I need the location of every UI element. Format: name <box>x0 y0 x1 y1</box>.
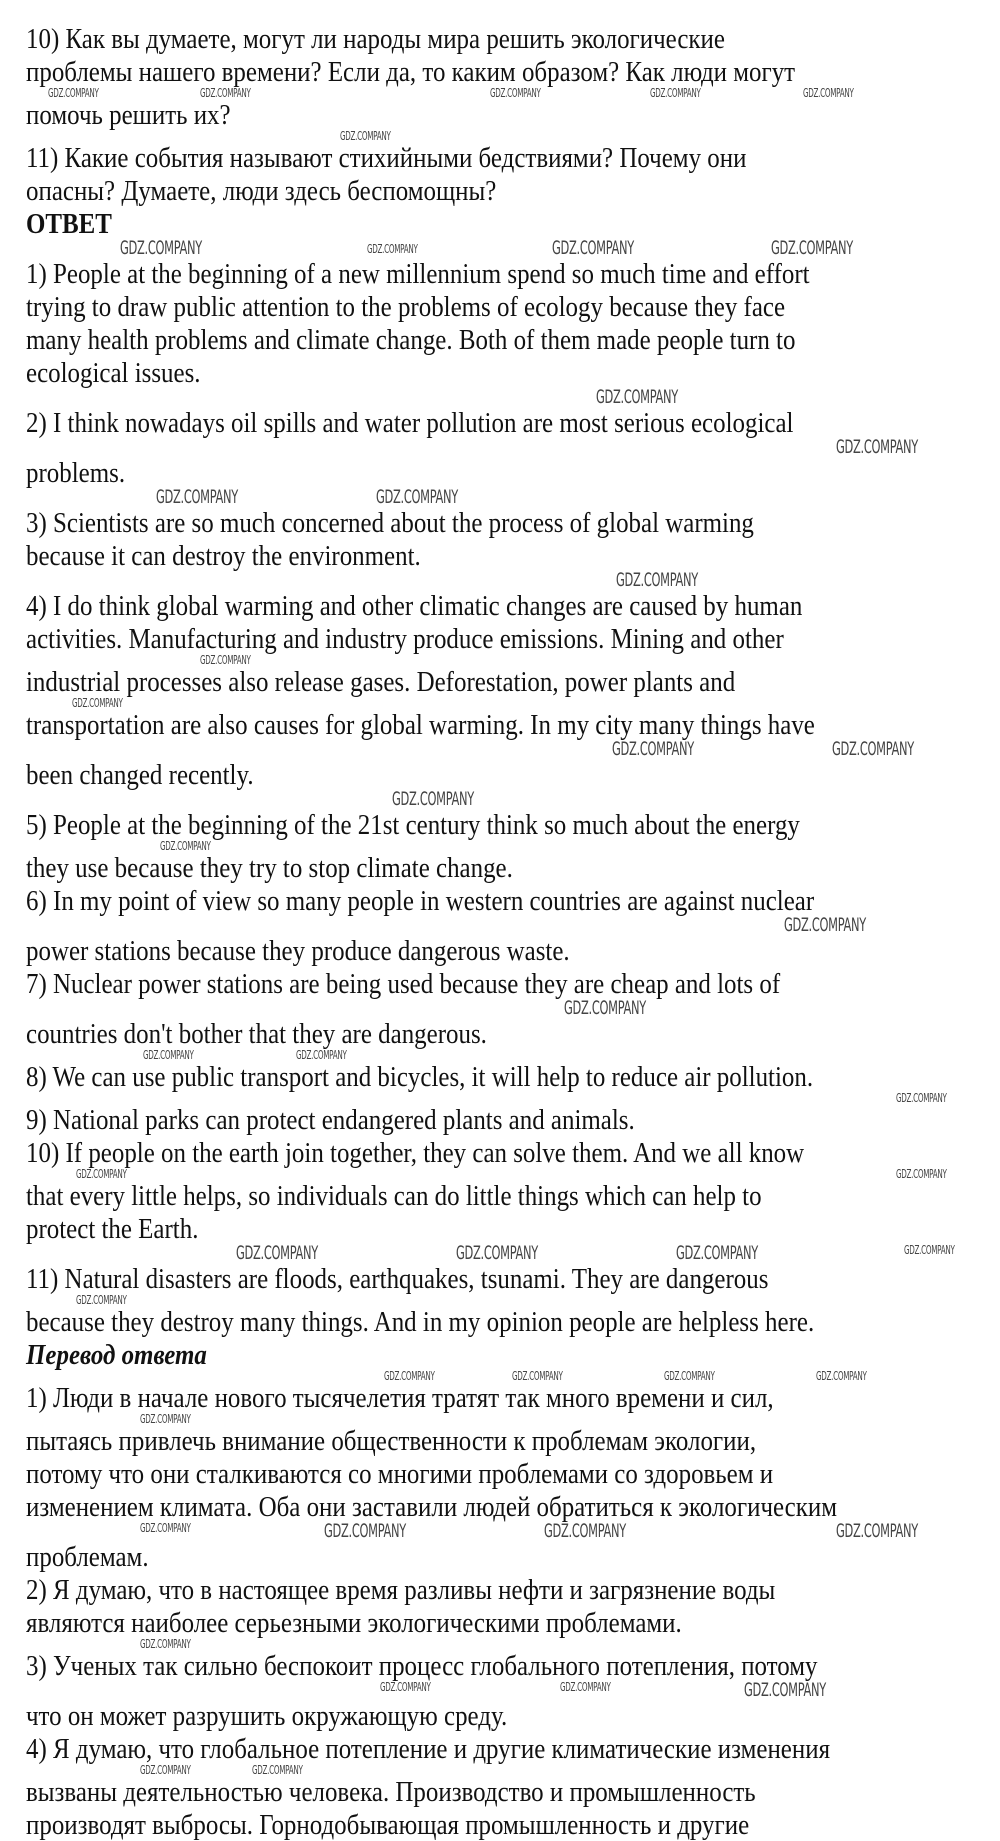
watermark: GDZ.COMPANY <box>140 1521 191 1535</box>
watermark: GDZ.COMPANY <box>616 569 698 591</box>
watermark: GDZ.COMPANY <box>904 1243 955 1257</box>
watermark: GDZ.COMPANY <box>512 1369 563 1383</box>
watermark: GDZ.COMPANY <box>560 1680 611 1694</box>
answer-line: they use because they try to stop climate change. <box>26 852 513 884</box>
watermark: GDZ.COMPANY <box>456 1242 538 1264</box>
watermark: GDZ.COMPANY <box>367 242 418 256</box>
watermark: GDZ.COMPANY <box>48 86 99 100</box>
watermark: GDZ.COMPANY <box>200 653 251 667</box>
answer-line: protect the Earth. <box>26 1213 199 1245</box>
watermark: GDZ.COMPANY <box>784 914 866 936</box>
answer-line: activities. Manufacturing and industry produce emissions. Mining and other <box>26 623 784 655</box>
watermark: GDZ.COMPANY <box>896 1091 947 1105</box>
translation-line: потому что они сталкиваются со многими проблемами со здоровьем и <box>26 1458 774 1490</box>
watermark: GDZ.COMPANY <box>816 1369 867 1383</box>
watermark: GDZ.COMPANY <box>76 1293 127 1307</box>
answer-line: ecological issues. <box>26 357 201 389</box>
answer-line: trying to draw public attention to the problems of ecology because they face <box>26 291 786 323</box>
translation-line: вызваны деятельностью человека. Производство и промышленность <box>26 1776 756 1808</box>
answer-line: 1) People at the beginning of a new millennium spend so much time and effort <box>26 258 810 290</box>
answer-line: that every little helps, so individuals can do little things which can help to <box>26 1180 762 1212</box>
watermark: GDZ.COMPANY <box>803 86 854 100</box>
translation-line: изменением климата. Оба они заставили людей обратиться к экологическим <box>26 1491 837 1523</box>
answer-line: countries don't bother that they are dangerous. <box>26 1018 487 1050</box>
watermark: GDZ.COMPANY <box>832 738 914 760</box>
answer-line: 11) Natural disasters are floods, earthquakes, tsunami. They are dangerous <box>26 1263 769 1295</box>
watermark: GDZ.COMPANY <box>744 1679 826 1701</box>
answer-line: 3) Scientists are so much concerned about the process of global warming <box>26 507 754 539</box>
answer-line: 9) National parks can protect endangered plants and animals. <box>26 1104 635 1136</box>
watermark: GDZ.COMPANY <box>896 1167 947 1181</box>
answer-line: 6) In my point of view so many people in western countries are against nuclear <box>26 885 815 917</box>
watermark: GDZ.COMPANY <box>650 86 701 100</box>
translation-line: пытаясь привлечь внимание общественности к проблемам экологии, <box>26 1425 757 1457</box>
watermark: GDZ.COMPANY <box>236 1242 318 1264</box>
question-line: 10) Как вы думаете, могут ли народы мира решить экологические <box>26 23 725 55</box>
watermark: GDZ.COMPANY <box>771 237 853 259</box>
answer-line: 5) People at the beginning of the 21st century think so much about the energy <box>26 809 800 841</box>
watermark: GDZ.COMPANY <box>836 436 918 458</box>
watermark: GDZ.COMPANY <box>252 1763 303 1777</box>
translation-line: 3) Ученых так сильно беспокоит процесс глобального потепления, потому <box>26 1650 818 1682</box>
answer-line: 8) We can use public transport and bicycles, it will help to reduce air pollution. <box>26 1061 814 1093</box>
watermark: GDZ.COMPANY <box>140 1412 191 1426</box>
watermark: GDZ.COMPANY <box>140 1637 191 1651</box>
watermark: GDZ.COMPANY <box>596 386 678 408</box>
answer-line: 7) Nuclear power stations are being used because they are cheap and lots of <box>26 968 781 1000</box>
watermark: GDZ.COMPANY <box>376 486 458 508</box>
translation-line: 4) Я думаю, что глобальное потепление и другие климатические изменения <box>26 1733 831 1765</box>
watermark: GDZ.COMPANY <box>490 86 541 100</box>
watermark: GDZ.COMPANY <box>552 237 634 259</box>
watermark: GDZ.COMPANY <box>72 696 123 710</box>
answer-heading: ОТВЕТ <box>26 208 112 240</box>
watermark: GDZ.COMPANY <box>664 1369 715 1383</box>
answer-line: because it can destroy the environment. <box>26 540 421 572</box>
answer-line: 10) If people on the earth join together, they can solve them. And we all know <box>26 1137 805 1169</box>
watermark: GDZ.COMPANY <box>156 486 238 508</box>
question-line: проблемы нашего времени? Если да, то каким образом? Как люди могут <box>26 56 796 88</box>
watermark: GDZ.COMPANY <box>380 1680 431 1694</box>
translation-line: проблемам. <box>26 1541 149 1573</box>
answer-line: problems. <box>26 457 126 489</box>
answer-line: 2) I think nowadays oil spills and water pollution are most serious ecological <box>26 407 794 439</box>
question-line: опасны? Думаете, люди здесь беспомощны? <box>26 175 497 207</box>
answer-line: power stations because they produce dangerous waste. <box>26 935 570 967</box>
watermark: GDZ.COMPANY <box>612 738 694 760</box>
answer-line: been changed recently. <box>26 759 254 791</box>
watermark: GDZ.COMPANY <box>324 1520 406 1542</box>
watermark: GDZ.COMPANY <box>676 1242 758 1264</box>
watermark: GDZ.COMPANY <box>544 1520 626 1542</box>
watermark: GDZ.COMPANY <box>143 1048 194 1062</box>
watermark: GDZ.COMPANY <box>296 1048 347 1062</box>
translation-heading: Перевод ответа <box>26 1339 207 1371</box>
answer-line: because they destroy many things. And in my opinion people are helpless here. <box>26 1306 815 1338</box>
watermark: GDZ.COMPANY <box>340 129 391 143</box>
translation-line: являются наиболее серьезными экологическими проблемами. <box>26 1607 682 1639</box>
watermark: GDZ.COMPANY <box>564 997 646 1019</box>
answer-line: many health problems and climate change. Both of them made people turn to <box>26 324 796 356</box>
watermark: GDZ.COMPANY <box>160 839 211 853</box>
answer-line: transportation are also causes for global warming. In my city many things have <box>26 709 815 741</box>
watermark: GDZ.COMPANY <box>384 1369 435 1383</box>
watermark: GDZ.COMPANY <box>836 1520 918 1542</box>
watermark: GDZ.COMPANY <box>392 788 474 810</box>
question-line: 11) Какие события называют стихийными бедствиями? Почему они <box>26 142 747 174</box>
translation-line: 2) Я думаю, что в настоящее время разливы нефти и загрязнение воды <box>26 1574 776 1606</box>
answer-line: industrial processes also release gases. Deforestation, power plants and <box>26 666 736 698</box>
question-line: помочь решить их? <box>26 99 231 131</box>
translation-line: производят выбросы. Горнодобывающая промышленность и другие <box>26 1809 750 1841</box>
watermark: GDZ.COMPANY <box>120 237 202 259</box>
translation-line: что он может разрушить окружающую среду. <box>26 1700 508 1732</box>
translation-line: 1) Люди в начале нового тысячелетия тратят так много времени и сил, <box>26 1382 774 1414</box>
watermark: GDZ.COMPANY <box>140 1763 191 1777</box>
watermark: GDZ.COMPANY <box>200 86 251 100</box>
answer-line: 4) I do think global warming and other climatic changes are caused by human <box>26 590 803 622</box>
watermark: GDZ.COMPANY <box>76 1167 127 1181</box>
